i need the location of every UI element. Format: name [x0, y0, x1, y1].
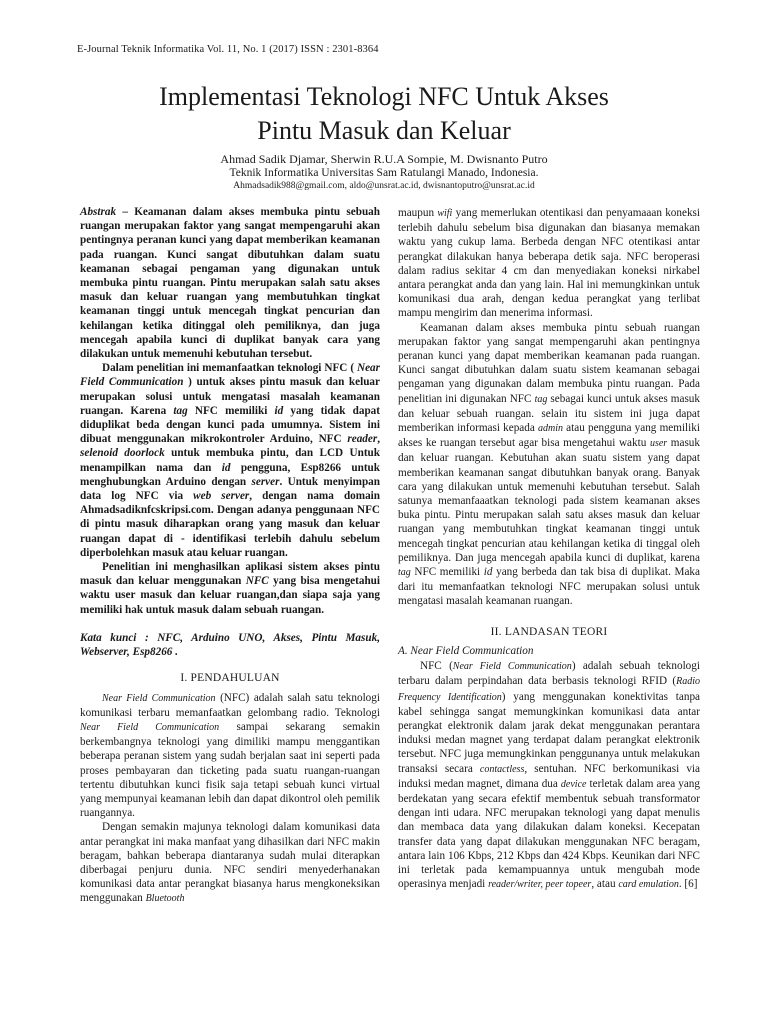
text-run: NFC memiliki	[187, 404, 275, 417]
abstract-text-1: – Keamanan dalam akses membuka pintu sebuah ruangan merupakan faktor yang sangat mempengaruhi akan pentingnya peranan kunci yang dapat memberikan keamanan pada ruangan. Kunci sangat dibutuhkan dalam suatu keamanan sebagai pengaman yang digunakan untuk membuka pintu ruangan. Pintu merupakan salah satu akses masuk dan keluar ruangan yang membutuhkan tingkat keamanan tinggi untuk mencegah tingkat pencurian dan kehilangan ketika ditinggal oleh pemiliknya, dan juga mencegah apabila kunci di duplikat banyak cara yang dilakukan untuk memenuhi kebutuhan tersebut.	[80, 206, 380, 361]
text-run: sebagai kunci untuk akses masuk dan keluar sebuah ruangan. selain itu sistem ini juga dapat memberikan informasi kepada	[398, 392, 700, 435]
italic-term: card emulation	[618, 879, 679, 891]
italic-term: Near Field Communication	[102, 692, 216, 704]
text-run: sampai sekarang semakin berkembangnya teknologi yang dimiliki mampu menggantikan beberapa peranan sistem yang sudah berjalan saat ini seperti pada proses pembayaran dan ticketing pada suatu ruangan-ruangan tertentu dibutuhkan kunci fisik saja tetapi sebuah kunci virtual yang mempunyai keamanan lebih dan dapat dikontrol oleh pemilik ruangannya.	[80, 720, 380, 820]
keywords-label: Kata kunci :	[80, 631, 158, 644]
italic-term: id	[274, 404, 284, 417]
italic-term: Near Field Communication	[452, 661, 572, 673]
text-run: Keamanan dalam akses membuka pintu sebuah ruangan merupakan faktor yang sangat mempengaruhi akan pentingnya peranan kunci yang dapat memberikan keamanan pada ruangan. Kunci sangat dibutuhkan dalam suatu sistem keamanan sebagai pengaman yang digunakan dalam membuka pintu ruangan. Pada penelitian ini digunakan NFC	[398, 321, 700, 405]
left-column	[80, 205, 380, 907]
italic-term: web server	[193, 490, 250, 503]
abstract	[80, 205, 380, 617]
author-emails: Ahmadsadik988@gmail.com, aldo@unsrat.ac.id, dwisnantoputro@unsrat.ac.id	[233, 181, 535, 191]
intro-paragraph-1	[80, 691, 380, 821]
text-run: untuk membuka pintu, dan LCD Untuk menampilkan nama dan	[80, 447, 381, 474]
italic-term: server	[251, 475, 280, 488]
text-run: yang berbeda dan tak bisa di duplikat. Maka dari itu memanfaatkan teknologi NFC merupakan solusi untuk mengatasi masalah keamanan ruangan.	[398, 566, 700, 608]
keywords	[80, 631, 380, 659]
abstract-paragraph-3	[80, 560, 380, 617]
intro-paragraph-3	[398, 321, 700, 609]
italic-term: device	[560, 778, 587, 790]
text-run: NFC memiliki	[410, 566, 484, 579]
italic-term: Near Field Communication	[80, 721, 220, 733]
text-run: , sentuhan. NFC berkomunikasi via induksi medan magnet, dimana dua	[398, 762, 700, 790]
text-run: yang bisa mengetahui waktu user masuk dan keluar ruangan,dan siapa saja yang memiliki hak untuk masuk dalam sebuah ruangan.	[80, 575, 380, 616]
text-run: , dengan nama domain Ahmadsadiknfcskripsi.com. Dengan adanya penggunaan NFC di pintu masuk diharapkan orang yang masuk dan keluar ruangan dapat di - identifikasi terlebih dahulu sebelum diperbolehkan masuk atau keluar ruangan.	[80, 490, 381, 559]
keywords-text: NFC, Arduino UNO, Akses, Pintu Masuk, Webserver, Esp8266 .	[80, 631, 380, 659]
intro-paragraph-2	[80, 820, 380, 906]
italic-term: id	[483, 566, 493, 579]
abstract-paragraph-2	[80, 361, 380, 560]
text-run: masuk dan keluar ruangan. Kebutuhan akan suatu sistem yang dapat memberikan keamanan sangat dibutuhkan banyak orang. Banyak cara yang dilakukan untuk memenuhi kebutuhan tersebut. Salah satunya memanfaaatkan teknologi pada sistem keamanan akses buka pintu. Pintu merupakan salah satu akses masuk dan keluar ruangan yang membutuhkan tingkat keamanan tinggi untuk mencegah tingkat pencurian atau kehilangan ketika di tinggal oleh pemiliknya. Dan juga mencegah apabila kunci di duplikat, karena	[398, 437, 700, 564]
italic-term: id	[221, 461, 231, 474]
text-run: pengguna, Esp8266 untuk menghubungkan Arduino dengan	[80, 461, 380, 488]
text-run: Dengan semakin majunya teknologi dalam komunikasi data antar perangkat ini maka manfaat yang dihasilkan dari NFC makin beragam, bahkan beberapa diantaranya sudah mulai diterapkan diberbagai penjuru dunia. NFC sendiri menyederhanakan komunikasi data antar perangkat biasanya harus mengkoneksikan menggunakan	[80, 821, 380, 905]
text-run: terletak dalam area yang berdekatan yang secara efektif membentuk sebuah transformator dengan inti udara. NFC merupakan teknologi yang dapat menulis dan membaca data yang dilakukan dalam koneksi. Kecepatan transfer data yang dapat dilakukan menggunakan NFC beragam, antara lain 106 Kbps, 212 Kbps dan 424 Kbps. Keunikan dari NFC ini terletak pada kemampuannya untuk mengubah mode operasinya menjadi	[398, 777, 700, 891]
italic-term: reader/writer, peer topeer	[488, 879, 592, 891]
text-run: Dalam penelitian ini memanfaatkan teknologi NFC (	[102, 362, 357, 375]
italic-term: reader	[347, 433, 378, 446]
italic-term: tag	[398, 567, 411, 579]
text-run: atau pengguna yang memiliki akses ke ruangan tersebut agar bisa mengetahui waktu	[398, 422, 700, 450]
section-heading-landasan-teori: II. LANDASAN TEORI	[490, 625, 608, 638]
italic-term: admin	[538, 423, 563, 435]
text-run: ) untuk akses pintu masuk dan keluar merupakan solusi untuk mengatasi masalah keamanan ruangan. Karena	[80, 376, 380, 417]
text-run: NFC (	[420, 660, 453, 673]
text-run: . Untuk menyimpan data log NFC via	[80, 475, 380, 503]
nfc-paragraph	[398, 659, 700, 892]
text-run: ) yang menggunakan konektivitas tanpa kabel sehingga sangat memungkinkan komunikasi data antar perangkat elektronik dalam jarak dekat menggunakan perantara induksi medan magnet yang terdapat dalam perangkat elektronik tersebut. NFC juga memungkinkan penggunanya untuk melakukan transaksi secara	[398, 690, 701, 775]
text-run: . [6]	[678, 878, 698, 891]
italic-term: Near Field Communication	[80, 362, 380, 389]
abstract-paragraph-1	[80, 205, 380, 361]
italic-term: user	[649, 438, 668, 450]
text-run: yang memerlukan otentikasi dan penyamaaan koneksi terlebih dahulu sebelum bisa digunakan dan biasanya memakan waktu yang cukup lama. Berbeda dengan NFC otentikasi antar perangkat dilakukan hanya beberapa detik saja. NFC beroperasi dalam radius sekitar 4 cm dan menyediakan koneksi nirkabel antara perangkat anda dan yang lain. Hal ini memungkinkan untuk komunikasi dua arah, dengan kedua perangkat yang terlibat mampu mengirim dan menerima informasi.	[398, 207, 700, 320]
title-line-2: Pintu Masuk dan Keluar	[257, 116, 511, 145]
text-run: (NFC) adalah salah satu teknologi komunikasi terbaru memanfaatkan gelombang radio. Teknologi	[80, 691, 380, 719]
section-heading-introduction: I. PENDAHULUAN	[180, 672, 280, 685]
italic-term: tag	[173, 404, 188, 417]
intro-paragraph-2-continued	[398, 206, 700, 321]
text-run: maupun	[398, 207, 438, 219]
italic-term: Bluetooth	[145, 893, 185, 905]
text-run: ,	[377, 433, 380, 446]
italic-term: tag	[534, 393, 548, 405]
italic-term: wifi	[437, 208, 453, 219]
text-run: Penelitian ini menghasilkan aplikasi sistem akses pintu masuk dan keluar menggunakan	[80, 561, 380, 588]
abstract-label: Abstrak	[80, 206, 117, 218]
italic-term: selenoid doorlock	[80, 447, 165, 460]
italic-term: NFC	[245, 575, 269, 588]
title-line-1: Implementasi Teknologi NFC Untuk Akses	[159, 82, 609, 111]
running-head: E-Journal Teknik Informatika Vol. 11, No. 1 (2017) ISSN : 2301-8364	[77, 44, 379, 55]
right-column	[398, 206, 700, 892]
italic-term: Radio Frequency Identification	[398, 676, 700, 703]
subsection-heading-nfc: A. Near Field Communication	[398, 644, 534, 657]
affiliation: Teknik Informatika Universitas Sam Ratulangi Manado, Indonesia.	[229, 167, 539, 179]
text-run: yang tidak dapat diduplikat beda dengan kunci pada umumnya. Sistem ini dibuat menggunakan mikrokontroler Arduino, NFC	[80, 404, 380, 446]
author-list: Ahmad Sadik Djamar, Sherwin R.U.A Sompie, M. Dwisnanto Putro	[220, 152, 548, 166]
paper-title	[0, 80, 768, 148]
text-run: ) adalah sebuah teknologi terbaru dalam perpindahan data berbasis teknologi RFID (	[398, 660, 700, 688]
italic-term: contactless	[479, 763, 525, 775]
text-run: , atau	[591, 878, 619, 891]
